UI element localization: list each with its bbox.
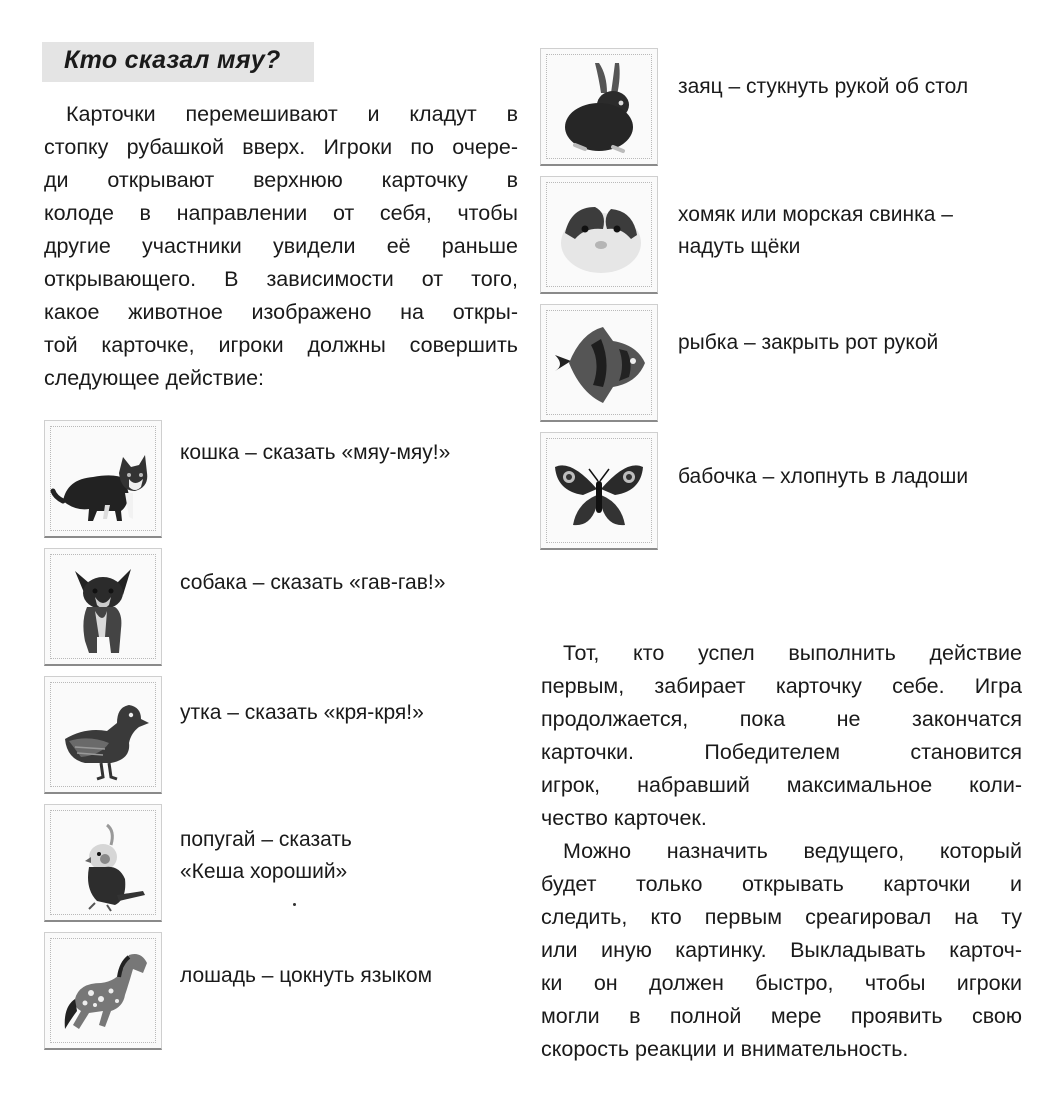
card-horse — [44, 932, 162, 1050]
card-label-guinea-pig-2: надуть щёки — [678, 235, 801, 258]
card-label-cat: кошка – сказать «мяу-мяу!» — [180, 441, 451, 464]
card-label-guinea-pig: хомяк или морская свинка – — [678, 203, 953, 226]
card-butterfly — [540, 432, 658, 550]
intro-line: другие участники увидели её раньше — [44, 234, 518, 258]
card-duck — [44, 676, 162, 794]
outro-line: могли в полной мере проявить свою — [541, 1004, 1022, 1028]
card-label-dog: собака – сказать «гав-гав!» — [180, 571, 446, 594]
outro-line: продолжается, пока не закончатся — [541, 707, 1022, 731]
card-label-rabbit: заяц – стукнуть рукой об стол — [678, 75, 969, 98]
parrot-icon — [45, 805, 161, 921]
outro-line: первым, забирает карточку себе. Игра — [541, 674, 1022, 698]
intro-line: стопку рубашкой вверх. Игроки по очере- — [44, 135, 518, 159]
card-guinea-pig — [540, 176, 658, 294]
page-title: Кто сказал мяу? — [64, 46, 281, 74]
cat-icon — [45, 421, 161, 537]
card-label-duck: утка – сказать «кря-кря!» — [180, 701, 424, 724]
card-label-fish: рыбка – закрыть рот рукой — [678, 331, 939, 354]
butterfly-icon — [541, 433, 657, 549]
outro-line: игрок, набравший максимальное коли- — [541, 773, 1022, 797]
card-fish — [540, 304, 658, 422]
card-dog — [44, 548, 162, 666]
card-rabbit — [540, 48, 658, 166]
stray-dot — [293, 903, 296, 906]
fish-icon — [541, 305, 657, 421]
duck-icon — [45, 677, 161, 793]
intro-line: следующее действие: — [44, 366, 265, 390]
card-parrot — [44, 804, 162, 922]
outro-line: ки он должен быстро, чтобы игроки — [541, 971, 1022, 995]
guinea-pig-icon — [541, 177, 657, 293]
dog-icon — [45, 549, 161, 665]
intro-line: колоде в направлении от себя, чтобы — [44, 201, 518, 225]
outro-line: чество карточек. — [541, 806, 707, 830]
intro-line: ди открывают верхнюю карточку в — [44, 168, 518, 192]
outro-line: скорость реакции и внимательность. — [541, 1037, 909, 1061]
card-label-parrot: попугай – сказать — [180, 828, 352, 851]
card-label-parrot-2: «Кеша хороший» — [180, 860, 348, 883]
card-label-butterfly: бабочка – хлопнуть в ладоши — [678, 465, 969, 488]
outro-line: Можно назначить ведущего, который — [563, 839, 1022, 863]
rabbit-icon — [541, 49, 657, 165]
outro-line: следить, кто первым среагировал на ту — [541, 905, 1022, 929]
outro-line: будет только открывать карточки и — [541, 872, 1022, 896]
card-label-horse: лошадь – цокнуть языком — [180, 964, 433, 987]
horse-icon — [45, 933, 161, 1049]
outro-line: или иную картинку. Выкладывать карточ- — [541, 938, 1022, 962]
card-cat — [44, 420, 162, 538]
outro-line: карточки. Победителем становится — [541, 740, 1022, 764]
intro-line: Карточки перемешивают и кладут в — [66, 102, 518, 126]
outro-line: Тот, кто успел выполнить действие — [563, 641, 1022, 665]
intro-line: какое животное изображено на откры- — [44, 300, 518, 324]
intro-line: той карточке, игроки должны совершить — [44, 333, 518, 357]
intro-line: открывающего. В зависимости от того, — [44, 267, 518, 291]
